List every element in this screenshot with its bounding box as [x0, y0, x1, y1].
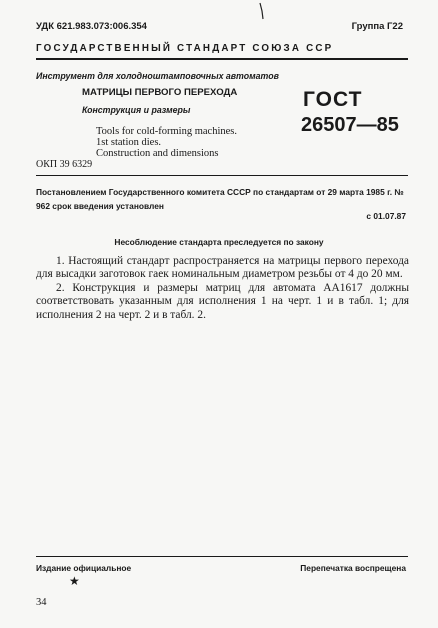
gost-number: 26507—85 [301, 114, 399, 136]
top-rule [36, 58, 408, 60]
decree-text: Постановлением Государственного комитета СССР по стандартам от 29 марта 1985 г. № 962 срок введения установлен [36, 187, 404, 211]
bottom-rule [36, 556, 408, 557]
pen-mark [258, 2, 266, 20]
paragraph-2: 2. Конструкция и размеры матриц для автомата АА1617 должны соответствовать указанным для исполнения 1 на черт. 1 и в табл. 1; для исполнения 2 на черт. 2 и в табл. 2. [36, 281, 409, 321]
instrument-line: Инструмент для холодноштамповочных автоматов [36, 71, 279, 81]
document-body [36, 255, 409, 322]
state-standard-line: ГОСУДАРСТВЕННЫЙ СТАНДАРТ СОЮЗА ССР [36, 43, 334, 54]
legal-warning: Несоблюдение стандарта преследуется по закону [114, 237, 324, 247]
document-subtitle: Конструкция и размеры [82, 105, 191, 115]
english-title-line-2: 1st station dies. [96, 137, 162, 148]
page-number: 34 [36, 597, 47, 608]
group-code: Группа Г22 [351, 21, 403, 32]
effective-date: с 01.07.87 [366, 211, 406, 221]
english-title-line-1: Tools for cold-forming machines. [96, 126, 237, 137]
paragraph-1: 1. Настоящий стандарт распространяется на матрицы первого перехода для высадки заготовок гаек номинальным диаметром резьбы от 4 до 20 мм. [36, 255, 409, 281]
middle-rule [36, 175, 408, 176]
okp-code: ОКП 39 6329 [36, 159, 93, 170]
star-icon: ★ [69, 574, 80, 588]
english-title-line-3: Construction and dimensions [96, 148, 219, 159]
udk-code: УДК 621.983.073:006.354 [36, 21, 147, 32]
gost-label: ГОСТ [303, 88, 363, 111]
reprint-prohibited-label: Перепечатка воспрещена [300, 563, 406, 573]
document-title: МАТРИЦЫ ПЕРВОГО ПЕРЕХОДА [82, 87, 238, 98]
official-edition-label: Издание официальное [36, 563, 132, 573]
